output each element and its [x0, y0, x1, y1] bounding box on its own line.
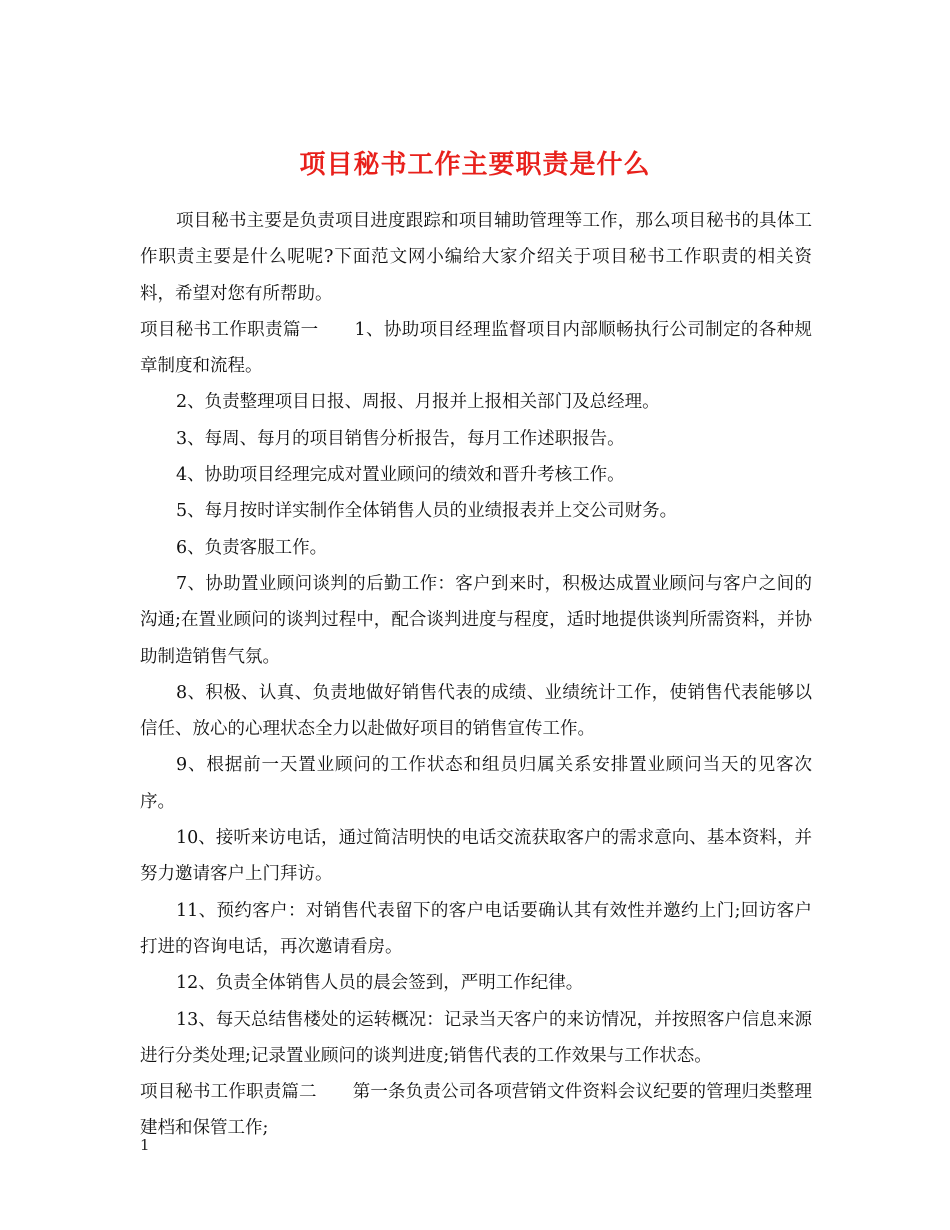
- page-number: 1: [140, 1136, 150, 1154]
- section-one-paragraph: [140, 312, 812, 385]
- list-item: 12、负责全体销售人员的晨会签到，严明工作纪律。: [176, 973, 584, 994]
- list-item: 5、每月按时详实制作全体销售人员的业绩报表并上交公司财务。: [176, 501, 678, 522]
- intro-paragraph: 项目秘书主要是负责项目进度跟踪和项目辅助管理等工作，那么项目秘书的具体工作职责主要是什么呢呢?下面范文网小编给大家介绍关于项目秘书工作职责的相关资料，希望对您有所帮助。: [140, 211, 812, 304]
- list-item: 11、预约客户：对销售代表留下的客户电话要确认其有效性并邀约上门;回访客户打进的咨询电话，再次邀请看房。: [140, 900, 812, 957]
- list-item: 10、接听来访电话，通过简洁明快的电话交流获取客户的需求意向、基本资料，并努力邀请客户上门拜访。: [140, 828, 812, 885]
- section-one-first-item: 1、协助项目经理监督项目内部顺畅执行公司制定的各种规章制度和流程。: [140, 319, 812, 377]
- section-one-heading: 项目秘书工作职责篇一: [140, 319, 319, 340]
- list-item: 4、协助项目经理完成对置业顾问的绩效和晋升考核工作。: [176, 465, 625, 486]
- list-item: 2、负责整理项目日报、周报、月报并上报相关部门及总经理。: [176, 392, 660, 413]
- section-two-paragraph: [140, 1074, 812, 1147]
- list-item: 7、协助置业顾问谈判的后勤工作：客户到来时，积极达成置业顾问与客户之间的沟通;在置业顾问的谈判过程中，配合谈判进度与程度，适时地提供谈判所需资料，并协助制造销售气氛。: [140, 573, 812, 667]
- list-item: 6、负责客服工作。: [176, 537, 328, 558]
- section-two-first-item: 第一条负责公司各项营销文件资料会议纪要的管理归类整理建档和保管工作;: [140, 1082, 813, 1139]
- list-item: 8、积极、认真、负责地做好销售代表的成绩、业绩统计工作，使销售代表能够以信任、放心的心理状态全力以赴做好项目的销售宣传工作。: [140, 682, 812, 740]
- document-body: [140, 203, 812, 1147]
- list-item: 3、每周、每月的项目销售分析报告，每月工作述职报告。: [176, 428, 625, 449]
- document-title: 项目秘书工作主要职责是什么: [299, 150, 651, 181]
- section-two-heading: 项目秘书工作职责篇二: [140, 1082, 317, 1103]
- list-item: 13、每天总结售楼处的运转概况：记录当天客户的来访情况，并按照客户信息来源进行分类处理;记录置业顾问的谈判进度;销售代表的工作效果与工作状态。: [140, 1009, 812, 1066]
- list-item: 9、根据前一天置业顾问的工作状态和组员归属关系安排置业顾问当天的见客次序。: [140, 755, 812, 812]
